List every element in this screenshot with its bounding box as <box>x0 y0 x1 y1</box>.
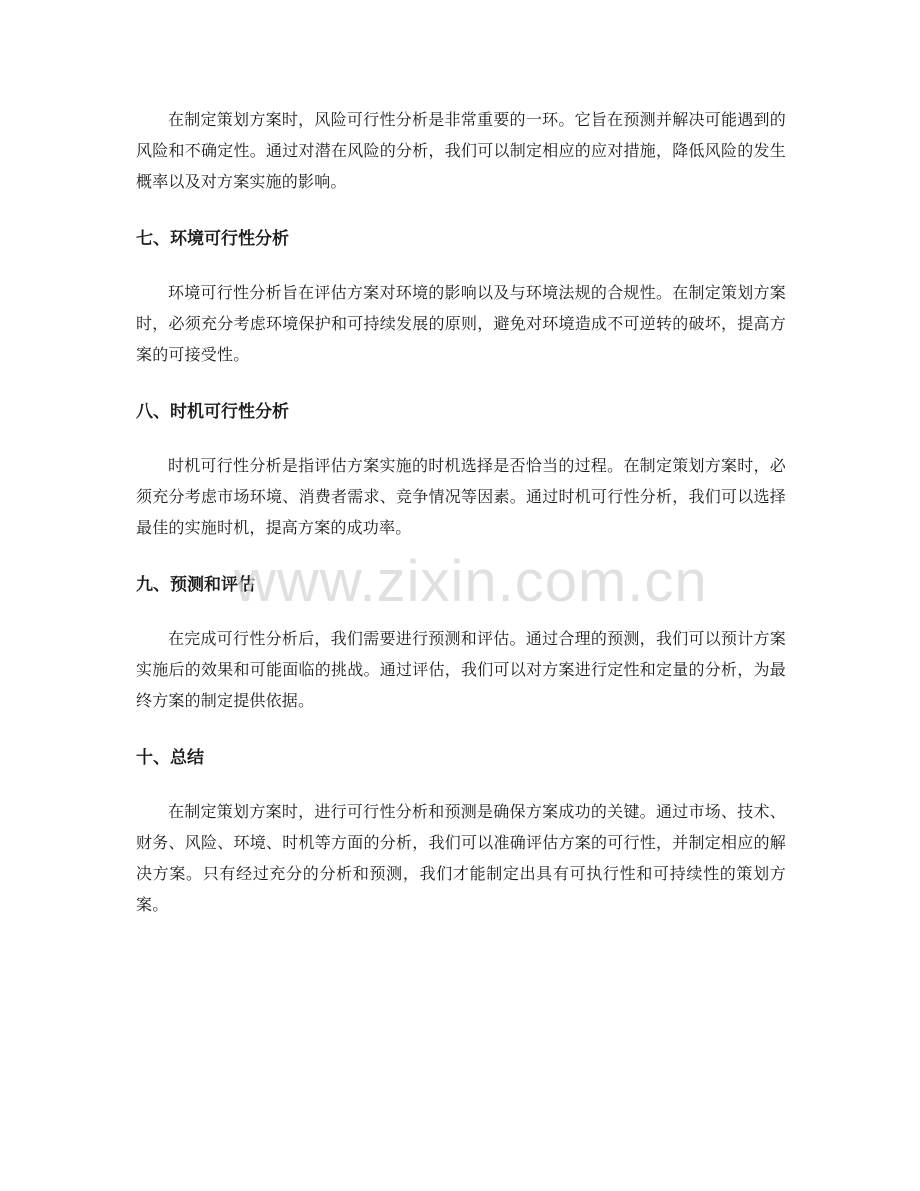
document-body <box>136 104 786 920</box>
heading-section-8: 八、时机可行性分析 <box>136 402 289 422</box>
heading-section-9: 九、预测和评估 <box>136 575 255 595</box>
paragraph-section-7: 环境可行性分析旨在评估方案对环境的影响以及与环境法规的合规性。在制定策划方案时，必须充分考虑环境保护和可持续发展的原则，避免对环境造成不可逆转的破坏，提高方案的可接受性。 <box>136 283 786 364</box>
watermark-text: www.zixin.com.cn <box>234 549 708 614</box>
paragraph-section-9: 在完成可行性分析后，我们需要进行预测和评估。通过合理的预测，我们可以预计方案实施后的效果和可能面临的挑战。通过评估，我们可以对方案进行定性和定量的分析，为最终方案的制定提供依据。 <box>136 629 786 710</box>
heading-section-10: 十、总结 <box>136 748 204 768</box>
heading-section-7: 七、环境可行性分析 <box>136 229 289 249</box>
paragraph-section-8: 时机可行性分析是指评估方案实施的时机选择是否恰当的过程。在制定策划方案时，必须充分考虑市场环境、消费者需求、竞争情况等因素。通过时机可行性分析，我们可以选择最佳的实施时机，提高方案的成功率。 <box>136 456 786 537</box>
paragraph-section-10: 在制定策划方案时，进行可行性分析和预测是确保方案成功的关键。通过市场、技术、财务、风险、环境、时机等方面的分析，我们可以准确评估方案的可行性，并制定相应的解决方案。只有经过充分的分析和预测，我们才能制定出具有可执行性和可持续性的策划方案。 <box>136 802 786 914</box>
paragraph-risk-intro: 在制定策划方案时，风险可行性分析是非常重要的一环。它旨在预测并解决可能遇到的风险和不确定性。通过对潜在风险的分析，我们可以制定相应的应对措施，降低风险的发生概率以及对方案实施的影响。 <box>136 110 786 191</box>
